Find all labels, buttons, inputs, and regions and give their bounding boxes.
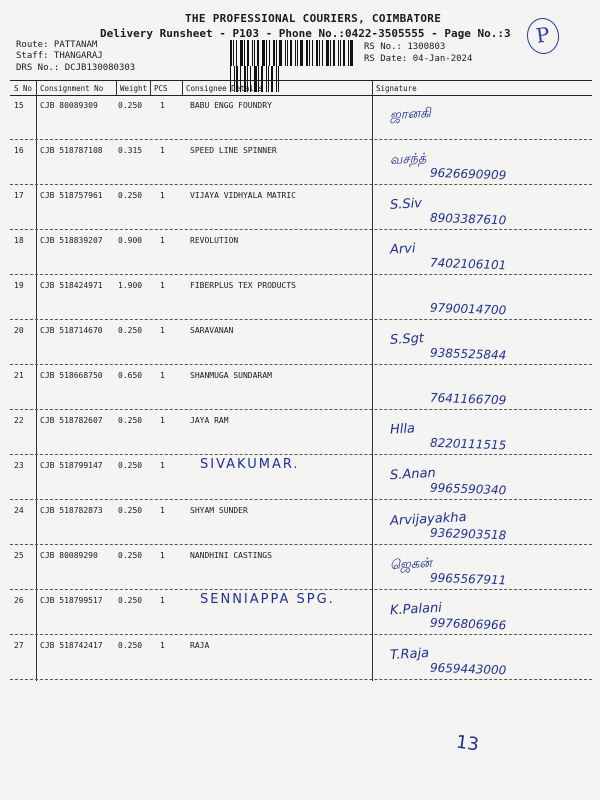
row-consignee: VIJAYA VIDHYALA MATRIC — [190, 191, 296, 200]
barcode-bar — [319, 40, 320, 66]
row-pcs: 1 — [160, 641, 165, 650]
signature-name: Arvijayakha — [389, 510, 467, 529]
row-weight: 0.250 — [118, 641, 143, 650]
rs-date: RS Date: 04-Jan-2024 — [364, 54, 473, 64]
signature-phone: 8220111515 — [429, 435, 507, 453]
row-pcs: 1 — [160, 191, 165, 200]
signature-phone: 9790014700 — [429, 300, 507, 318]
col-pcs: PCS — [154, 84, 168, 93]
row-weight: 0.250 — [118, 461, 143, 470]
barcode-bar — [257, 40, 259, 66]
row-consignment-no: CJB 518799147 — [40, 461, 103, 470]
row-weight: 0.315 — [118, 146, 143, 155]
row-sno: 26 — [14, 596, 24, 605]
barcode-bar — [276, 40, 277, 66]
runsheet-subtitle: Delivery Runsheet - P103 - Phone No.:0422-3505555 - Page No.:3 — [100, 27, 511, 40]
handwritten-mark: 13 — [454, 731, 481, 756]
row-consignment-no: CJB 518742417 — [40, 641, 103, 650]
row-pcs: 1 — [160, 326, 165, 335]
table-row — [10, 590, 592, 635]
signature-name: Arvi — [389, 241, 416, 258]
row-weight: 0.250 — [118, 551, 143, 560]
row-pcs: 1 — [160, 146, 165, 155]
row-consignee: SHYAM SUNDER — [190, 506, 248, 515]
drs-label: DRS No.: DCJB130080303 — [16, 63, 136, 73]
signature-name: T.Raja — [389, 645, 430, 664]
signature-phone: 7402106101 — [429, 255, 507, 273]
table-row — [10, 455, 592, 500]
table-row — [10, 95, 592, 140]
row-consignment-no: CJB 518782873 — [40, 506, 103, 515]
signature-phone: 7641166709 — [429, 390, 507, 408]
row-sno: 25 — [14, 551, 24, 560]
row-pcs: 1 — [160, 371, 165, 380]
row-sno: 22 — [14, 416, 24, 425]
barcode-bar — [266, 40, 267, 66]
barcode-bar — [316, 40, 318, 66]
col-consignment: Consignment No — [40, 84, 104, 93]
row-separator — [10, 679, 592, 680]
row-sno: 16 — [14, 146, 24, 155]
row-consignee: BABU ENGG FOUNDRY — [190, 101, 272, 110]
table-row — [10, 635, 592, 680]
col-sno: S No — [14, 84, 33, 93]
row-weight: 0.250 — [118, 326, 143, 335]
runsheet-table — [10, 80, 592, 681]
row-consignment-no: CJB 518757961 — [40, 191, 103, 200]
row-sno: 18 — [14, 236, 24, 245]
route-label: Route: PATTANAM — [16, 40, 98, 50]
barcode-bar — [233, 40, 234, 66]
barcode-bar — [262, 40, 265, 66]
barcode-bar — [300, 40, 303, 66]
signature-phone: 8903387610 — [429, 210, 507, 228]
signature-name: K.Palani — [389, 600, 443, 619]
signature-phone: 9659443000 — [429, 660, 507, 678]
row-sno: 27 — [14, 641, 24, 650]
table-row — [10, 545, 592, 590]
barcode-bar — [290, 40, 292, 66]
row-sno: 17 — [14, 191, 24, 200]
barcode — [230, 40, 358, 66]
row-pcs: 1 — [160, 506, 165, 515]
col-signature: Signature — [376, 84, 417, 93]
staff-label: Staff: THANGARAJ — [16, 51, 103, 61]
barcode-bar — [338, 40, 339, 66]
row-sno: 20 — [14, 326, 24, 335]
rs-number: RS No.: 1300803 — [364, 42, 446, 52]
row-consignment-no: CJB 518787108 — [40, 146, 103, 155]
barcode-bar — [269, 40, 270, 66]
row-pcs: 1 — [160, 236, 165, 245]
barcode-bar — [287, 40, 288, 66]
barcode-bar — [333, 40, 335, 66]
row-consignee: FIBERPLUS TEX PRODUCTS — [190, 281, 296, 290]
row-consignee: SENNIAPPA SPG. — [200, 592, 335, 607]
row-sno: 24 — [14, 506, 24, 515]
row-weight: 0.250 — [118, 596, 143, 605]
barcode-bar — [273, 40, 275, 66]
barcode-bar — [297, 40, 298, 66]
table-row — [10, 500, 592, 545]
row-sno: 19 — [14, 281, 24, 290]
row-consignee: RAJA — [190, 641, 210, 650]
table-row — [10, 320, 592, 365]
row-weight: 1.900 — [118, 281, 143, 290]
barcode-bar — [279, 40, 282, 66]
row-consignee: SHANMUGA SUNDARAM — [190, 371, 272, 380]
table-row — [10, 230, 592, 275]
row-consignment-no: CJB 518668750 — [40, 371, 103, 380]
barcode-bar — [236, 40, 237, 66]
signature-phone: 9626690909 — [429, 165, 507, 183]
signature-name: S.Anan — [389, 465, 437, 484]
row-sno: 23 — [14, 461, 24, 470]
page-stamp: P — [525, 16, 562, 56]
row-pcs: 1 — [160, 281, 165, 290]
barcode-bar — [247, 40, 249, 66]
col-divider — [150, 81, 151, 95]
barcode-bar — [309, 40, 310, 66]
barcode-bar — [285, 40, 286, 66]
signature-name: Hlla — [389, 421, 416, 438]
row-pcs: 1 — [160, 596, 165, 605]
barcode-bar — [322, 40, 323, 66]
barcode-bar — [340, 40, 341, 66]
row-weight: 0.250 — [118, 416, 143, 425]
signature-name: வசந்த் — [389, 151, 427, 168]
table-row — [10, 140, 592, 185]
table-row — [10, 275, 592, 320]
table-row — [10, 410, 592, 455]
row-weight: 0.250 — [118, 101, 143, 110]
row-consignee: SIVAKUMAR. — [200, 457, 300, 472]
row-consignment-no: CJB 518424971 — [40, 281, 103, 290]
barcode-bar — [330, 40, 331, 66]
table-row — [10, 365, 592, 410]
barcode-bar — [306, 40, 308, 66]
barcode-bar — [230, 40, 232, 66]
col-divider — [116, 81, 117, 95]
table-row — [10, 185, 592, 230]
table-header — [10, 81, 592, 96]
signature-name: S.Siv — [389, 196, 423, 213]
row-weight: 0.900 — [118, 236, 143, 245]
row-consignment-no: CJB 80089290 — [40, 551, 98, 560]
row-consignment-no: CJB 518714670 — [40, 326, 103, 335]
signature-name: ஜெகன் — [389, 555, 433, 574]
row-sno: 21 — [14, 371, 24, 380]
signature-phone: 9385525844 — [429, 345, 507, 363]
barcode-bar — [343, 40, 345, 66]
row-consignment-no: CJB 518782607 — [40, 416, 103, 425]
row-consignee: NANDHINI CASTINGS — [190, 551, 272, 560]
row-consignee: JAYA RAM — [190, 416, 229, 425]
col-consignee: Consignee Details — [186, 84, 263, 93]
signature-phone: 9965567911 — [429, 570, 507, 588]
row-weight: 0.250 — [118, 191, 143, 200]
signature-phone: 9965590340 — [429, 480, 507, 498]
barcode-bar — [252, 40, 253, 66]
barcode-bar — [312, 40, 313, 66]
signature-name: S.Sgt — [389, 331, 425, 348]
row-weight: 0.250 — [118, 506, 143, 515]
signature-phone: 9976806966 — [429, 615, 507, 633]
row-consignee: SPEED LINE SPINNER — [190, 146, 277, 155]
barcode-bar — [348, 40, 349, 66]
row-pcs: 1 — [160, 101, 165, 110]
barcode-bar — [350, 40, 353, 66]
barcode-bar — [254, 40, 255, 66]
barcode-bar — [326, 40, 329, 66]
row-pcs: 1 — [160, 461, 165, 470]
row-consignment-no: CJB 80089309 — [40, 101, 98, 110]
row-consignment-no: CJB 518839207 — [40, 236, 103, 245]
row-pcs: 1 — [160, 551, 165, 560]
barcode-bar — [295, 40, 296, 66]
row-weight: 0.650 — [118, 371, 143, 380]
row-consignment-no: CJB 518799517 — [40, 596, 103, 605]
col-weight: Weight — [120, 84, 148, 93]
barcode-bar — [244, 40, 245, 66]
row-pcs: 1 — [160, 416, 165, 425]
col-divider — [182, 81, 183, 95]
row-consignee: REVOLUTION — [190, 236, 239, 245]
signature-name: ஜானகி — [389, 105, 432, 124]
row-sno: 15 — [14, 101, 24, 110]
row-consignee: SARAVANAN — [190, 326, 234, 335]
barcode-bar — [240, 40, 243, 66]
company-title: THE PROFESSIONAL COURIERS, COIMBATORE — [185, 12, 442, 25]
signature-phone: 9362903518 — [429, 525, 507, 543]
